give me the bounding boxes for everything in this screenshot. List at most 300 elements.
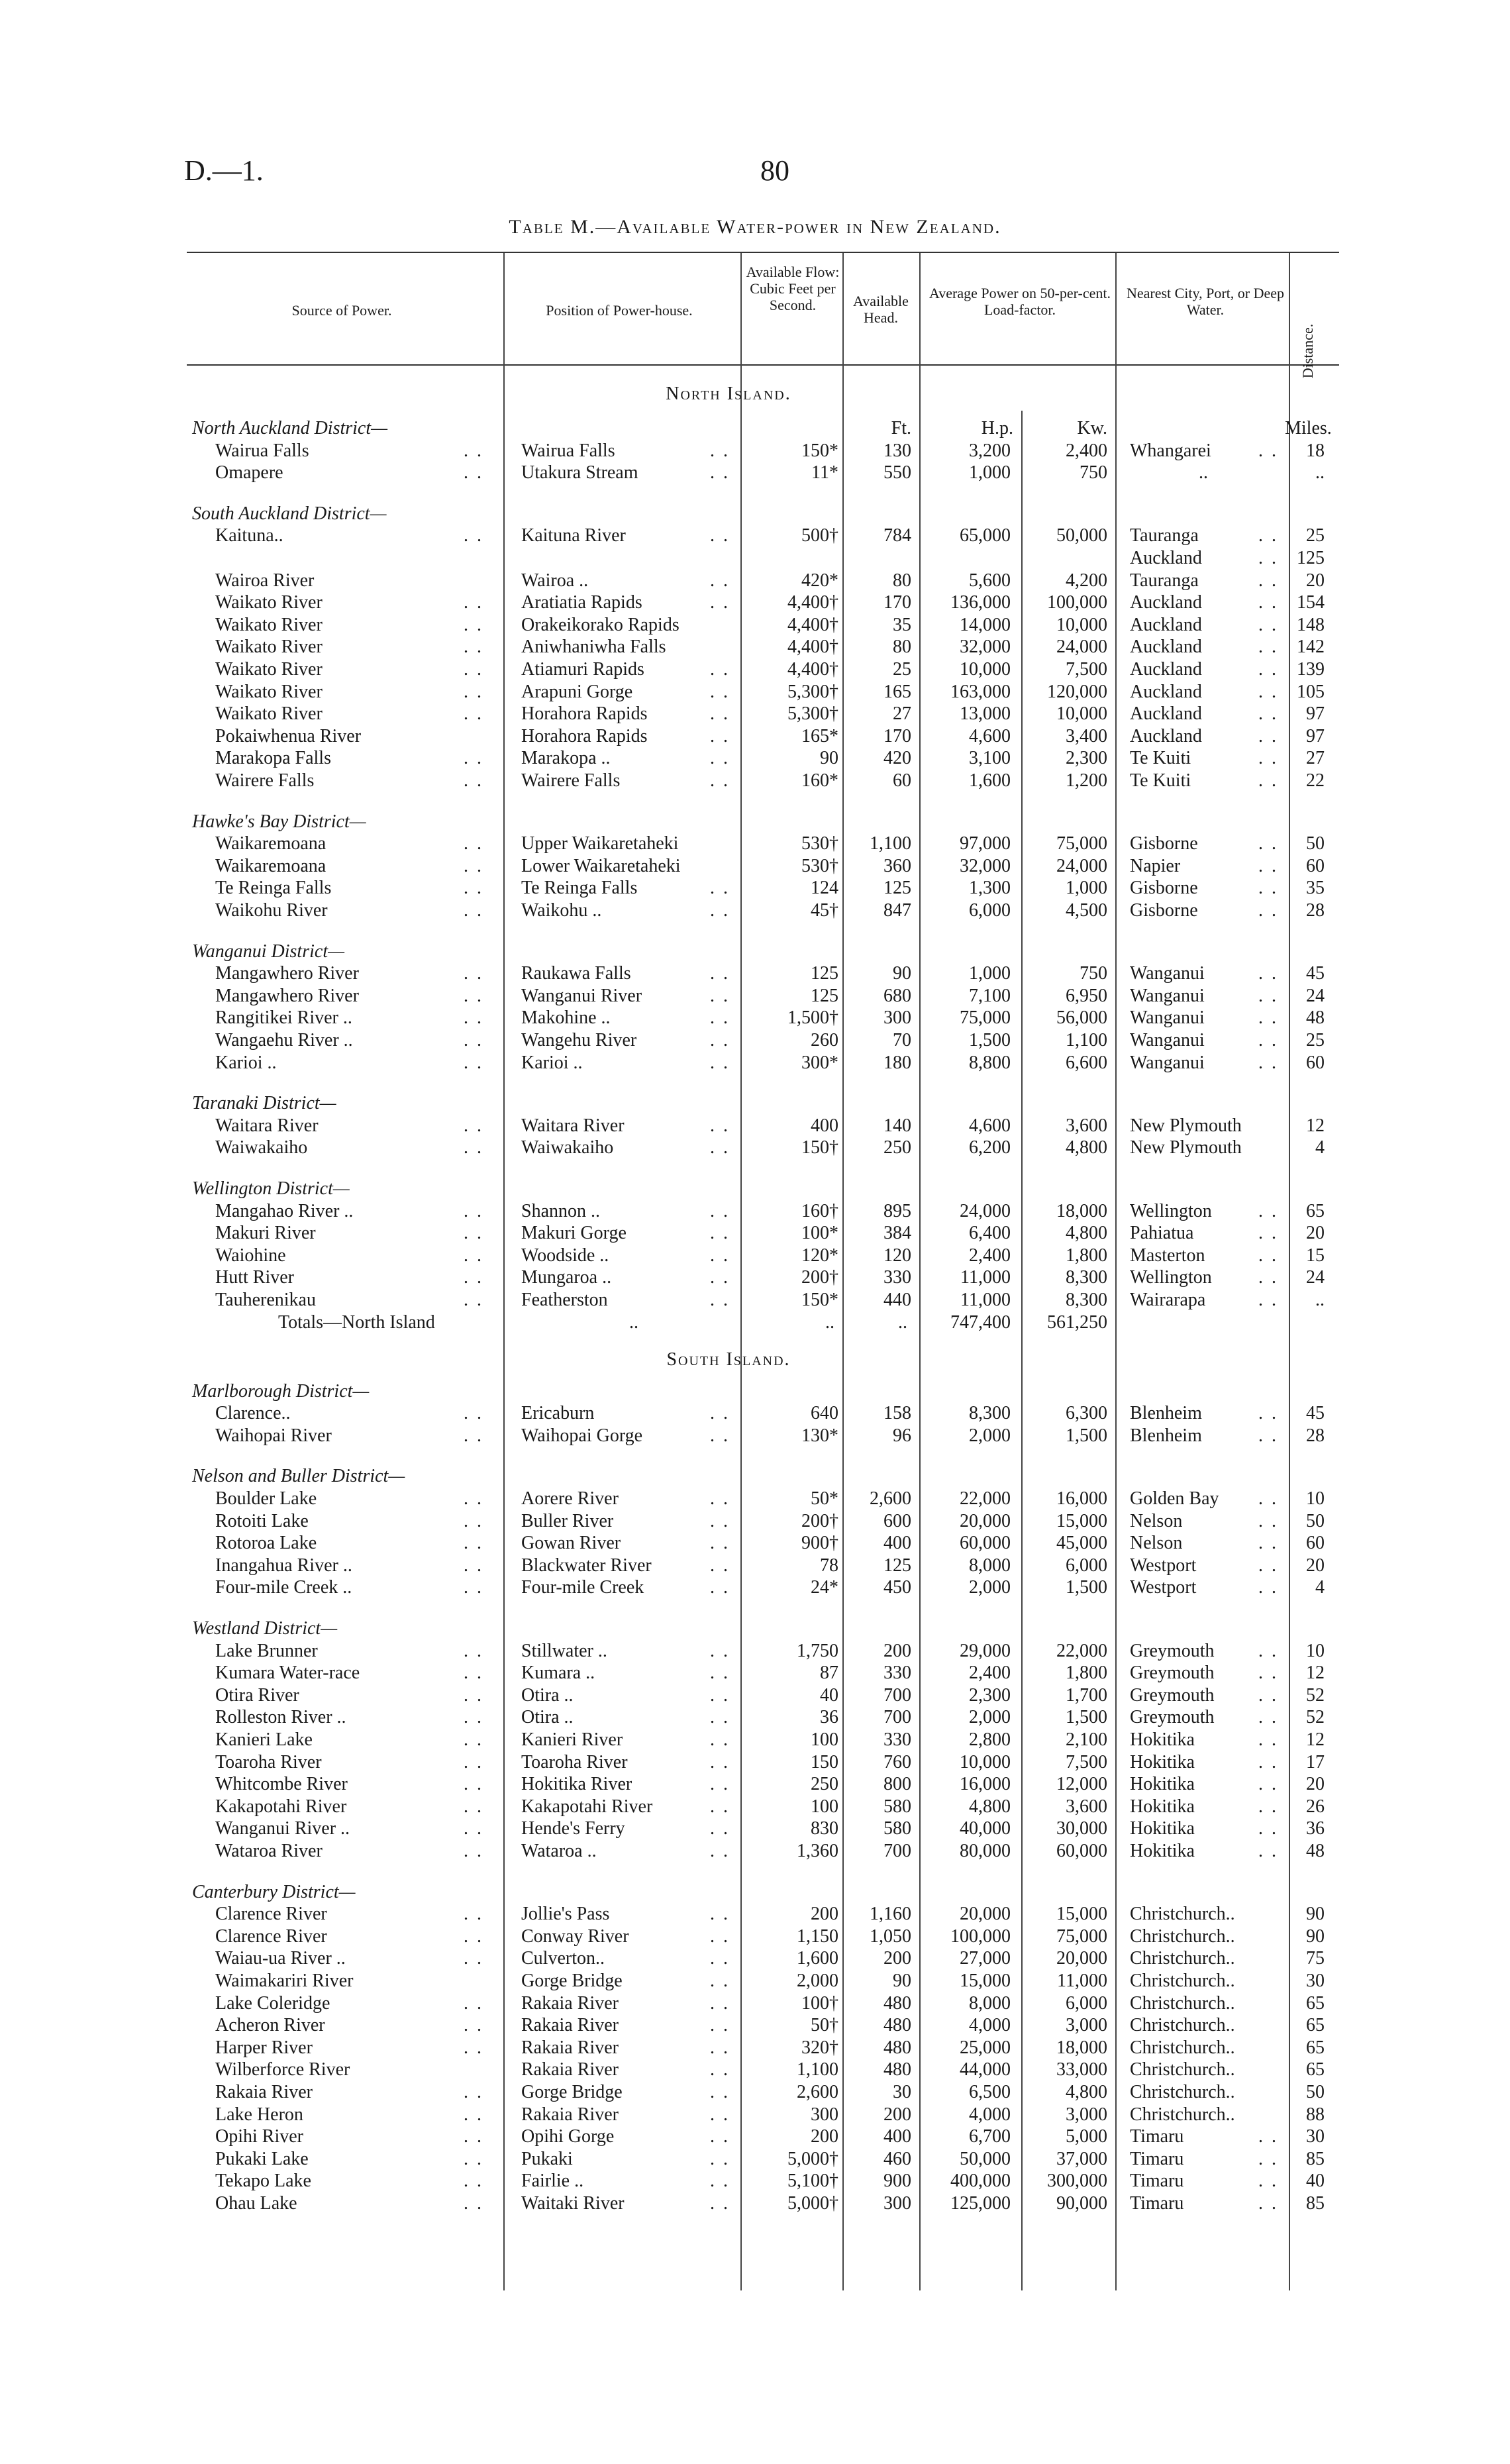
city-leader-dots: . .: [1258, 1510, 1278, 1531]
power-kw: 3,400: [1066, 725, 1107, 746]
powerhouse-position: Woodside ..: [521, 1245, 609, 1266]
distance-miles: 65: [1306, 2059, 1325, 2080]
source-leader-dots: . .: [464, 440, 483, 461]
source-name: Kaituna..: [215, 525, 283, 546]
power-hp: 8,000: [969, 1555, 1011, 1576]
power-hp: 1,300: [969, 878, 1011, 899]
source-leader-dots: . .: [464, 1007, 483, 1029]
power-hp: 136,000: [950, 592, 1011, 613]
source-name: Rangitikei River ..: [215, 1007, 352, 1029]
source-name: Lake Heron: [215, 2104, 303, 2125]
flow-value: 100*: [801, 1223, 838, 1244]
power-kw: 1,500: [1066, 1707, 1107, 1728]
city-leader-dots: . .: [1258, 1729, 1278, 1750]
power-kw: 3,000: [1066, 2104, 1107, 2125]
nearest-city: Christchurch..: [1130, 1948, 1235, 1969]
col-position: Position of Power-house.: [546, 302, 693, 319]
flow-value: 11*: [811, 462, 838, 484]
flow-value: 400: [811, 1115, 838, 1136]
power-kw: 16,000: [1056, 1488, 1107, 1509]
source-name: Waikohu River: [215, 900, 328, 921]
power-kw: 90,000: [1056, 2193, 1107, 2214]
source-name: Waihopai River: [215, 1425, 332, 1446]
source-leader-dots: . .: [464, 855, 483, 876]
nearest-city: Wanganui: [1130, 1030, 1205, 1051]
distance-miles: ..: [1315, 462, 1325, 484]
city-leader-dots: . .: [1258, 1555, 1278, 1576]
nearest-city: Wanganui: [1130, 1007, 1205, 1029]
position-leader-dots: . .: [710, 900, 730, 921]
position-leader-dots: . .: [710, 703, 730, 725]
city-leader-dots: . .: [1258, 1052, 1278, 1073]
head-value: 30: [893, 2082, 911, 2102]
nearest-city: Auckland: [1130, 614, 1202, 635]
power-hp: 25,000: [960, 2037, 1011, 2058]
power-kw: 2,100: [1066, 1729, 1107, 1750]
flow-value: 125: [811, 985, 838, 1006]
power-kw: 30,000: [1056, 1818, 1107, 1839]
position-leader-dots: . .: [710, 659, 730, 680]
source-name: Ohau Lake: [215, 2193, 297, 2214]
city-leader-dots: . .: [1258, 2193, 1278, 2214]
distance-miles: 48: [1306, 1007, 1325, 1029]
source-name: Otira River: [215, 1684, 299, 1706]
head-value: 600: [883, 1510, 911, 1531]
flow-value: 165*: [801, 725, 838, 746]
district-heading: Wellington District—: [192, 1178, 350, 1199]
source-leader-dots: . .: [464, 1841, 483, 1861]
power-kw: 18,000: [1056, 2037, 1107, 2058]
powerhouse-position: Waikohu ..: [521, 900, 602, 921]
distance-miles: 36: [1306, 1818, 1325, 1839]
powerhouse-position: Wairere Falls: [521, 770, 621, 791]
city-leader-dots: . .: [1258, 985, 1278, 1006]
district-heading: North Auckland District—: [192, 418, 388, 438]
nearest-city: Wellington: [1130, 1200, 1212, 1221]
distance-miles: 65: [1306, 2037, 1325, 2058]
flow-value: 1,500†: [787, 1007, 838, 1029]
nearest-city: Westport: [1130, 1577, 1197, 1598]
city-leader-dots: . .: [1258, 833, 1278, 854]
source-leader-dots: . .: [464, 1684, 483, 1706]
nearest-city: Christchurch..: [1130, 1971, 1235, 1991]
source-leader-dots: . .: [464, 1403, 483, 1424]
district-heading: Hawke's Bay District—: [192, 811, 366, 832]
position-leader-dots: . .: [710, 1510, 730, 1531]
city-leader-dots: . .: [1258, 1267, 1278, 1288]
distance-miles: 25: [1306, 1030, 1325, 1051]
city-leader-dots: . .: [1258, 1684, 1278, 1706]
head-value: 700: [883, 1707, 911, 1728]
flow-value: 87: [820, 1663, 838, 1684]
position-leader-dots: . .: [710, 1925, 730, 1947]
source-name: Mangahao River ..: [215, 1200, 354, 1221]
city-leader-dots: . .: [1258, 725, 1278, 746]
head-value: 330: [883, 1267, 911, 1288]
power-kw: 15,000: [1056, 1904, 1107, 1925]
head-value: 90: [893, 1971, 911, 1991]
powerhouse-position: Opihi Gorge: [521, 2126, 615, 2147]
powerhouse-position: Wairua Falls: [521, 440, 615, 461]
nearest-city: Hokitika: [1130, 1774, 1195, 1795]
flow-value: 1,750: [797, 1640, 838, 1661]
source-leader-dots: . .: [464, 637, 483, 658]
power-kw: 18,000: [1056, 1200, 1107, 1221]
source-name: Waiau-ua River ..: [215, 1948, 346, 1969]
distance-miles: 65: [1306, 2015, 1325, 2036]
powerhouse-position: Wataroa ..: [521, 1841, 597, 1861]
head-value: 480: [883, 2059, 911, 2080]
distance-miles: 50: [1306, 1510, 1325, 1531]
source-name: Te Reinga Falls: [215, 878, 332, 899]
head-value: 580: [883, 1818, 911, 1839]
position-leader-dots: . .: [710, 1904, 730, 1925]
source-leader-dots: . .: [464, 985, 483, 1006]
powerhouse-position: Lower Waikaretaheki: [521, 855, 681, 876]
power-hp: 65,000: [960, 525, 1011, 546]
source-name: Waitara River: [215, 1115, 319, 1136]
source-leader-dots: . .: [464, 1663, 483, 1684]
source-name: Clarence River: [215, 1925, 327, 1947]
nearest-city: Pahiatua: [1130, 1223, 1194, 1244]
source-leader-dots: . .: [464, 1533, 483, 1554]
distance-miles: 60: [1306, 1533, 1325, 1554]
nearest-city: Auckland: [1130, 637, 1202, 658]
source-leader-dots: . .: [464, 1577, 483, 1598]
flow-value: 50*: [811, 1488, 838, 1509]
nearest-city: Gisborne: [1130, 900, 1198, 921]
distance-miles: 12: [1306, 1663, 1325, 1684]
source-name: Waikato River: [215, 637, 323, 658]
source-leader-dots: . .: [464, 1137, 483, 1158]
head-value: 180: [883, 1052, 911, 1073]
position-leader-dots: . .: [710, 2082, 730, 2102]
position-leader-dots: . .: [710, 1115, 730, 1136]
nearest-city: Napier: [1130, 855, 1181, 876]
head-value: 800: [883, 1774, 911, 1795]
flow-value: 1,360: [797, 1841, 838, 1861]
powerhouse-position: Te Reinga Falls: [521, 878, 638, 899]
power-hp: 5,600: [969, 570, 1011, 591]
flow-value: 160*: [801, 770, 838, 791]
flow-value: 830: [811, 1818, 838, 1839]
position-leader-dots: . .: [710, 2037, 730, 2058]
distance-miles: 35: [1306, 878, 1325, 899]
source-leader-dots: . .: [464, 703, 483, 725]
position-leader-dots: . .: [710, 1290, 730, 1310]
power-hp: 125,000: [950, 2193, 1011, 2214]
island-heading: North Island.: [666, 384, 791, 404]
power-kw: 6,950: [1066, 985, 1107, 1006]
distance-miles: 52: [1306, 1707, 1325, 1728]
flow-value: 100: [811, 1729, 838, 1750]
head-value: 1,160: [870, 1904, 911, 1925]
power-hp: 16,000: [960, 1774, 1011, 1795]
head-value: 480: [883, 2015, 911, 2036]
flow-value: 50†: [811, 2015, 838, 2036]
flow-value: 200†: [801, 1267, 838, 1288]
powerhouse-position: Waihopai Gorge: [521, 1425, 643, 1446]
power-kw: 750: [1080, 462, 1107, 484]
head-value: 80: [893, 570, 911, 591]
power-kw: 56,000: [1056, 1007, 1107, 1029]
col-average-power: Average Power on 50-per-cent. Load-factor.: [929, 285, 1111, 318]
powerhouse-position: Atiamuri Rapids: [521, 659, 644, 680]
power-hp: 6,400: [969, 1223, 1011, 1244]
distance-miles: 85: [1306, 2193, 1325, 2214]
col-distance: Distance.: [1299, 323, 1316, 379]
distance-miles: 148: [1297, 614, 1325, 635]
source-leader-dots: . .: [464, 2171, 483, 2192]
powerhouse-position: Arapuni Gorge: [521, 681, 633, 702]
col-flow: Available Flow: Cubic Feet per Second.: [746, 264, 840, 313]
position-leader-dots: . .: [710, 1200, 730, 1221]
source-name: Lake Brunner: [215, 1640, 318, 1661]
totals-head-dots: ..: [898, 1311, 907, 1333]
power-kw: 10,000: [1056, 614, 1107, 635]
district-heading: Nelson and Buller District—: [192, 1466, 405, 1487]
power-hp: 29,000: [960, 1640, 1011, 1661]
source-name: Wataroa River: [215, 1841, 323, 1861]
city-leader-dots: . .: [1258, 1290, 1278, 1310]
city-leader-dots: . .: [1258, 900, 1278, 921]
source-leader-dots: . .: [464, 2104, 483, 2125]
totals-flow-dots: ..: [825, 1311, 834, 1333]
source-leader-dots: . .: [464, 900, 483, 921]
source-name: Lake Coleridge: [215, 1992, 330, 2014]
source-leader-dots: . .: [464, 1115, 483, 1136]
power-hp: 2,000: [969, 1577, 1011, 1598]
power-hp: 2,000: [969, 1707, 1011, 1728]
distance-miles: 10: [1306, 1640, 1325, 1661]
powerhouse-position: Otira ..: [521, 1707, 574, 1728]
flow-value: 130*: [801, 1425, 838, 1446]
source-leader-dots: . .: [464, 1796, 483, 1817]
power-hp: 1,500: [969, 1030, 1011, 1051]
power-hp: 44,000: [960, 2059, 1011, 2080]
position-leader-dots: . .: [710, 1774, 730, 1795]
position-leader-dots: . .: [710, 1640, 730, 1661]
powerhouse-position: Waiwakaiho: [521, 1137, 614, 1158]
powerhouse-position: Kakapotahi River: [521, 1796, 653, 1817]
position-leader-dots: . .: [710, 2104, 730, 2125]
source-name: Marakopa Falls: [215, 748, 331, 769]
power-kw: 100,000: [1047, 592, 1107, 613]
source-name: Kumara Water-race: [215, 1663, 360, 1684]
flow-value: 530†: [801, 833, 838, 854]
powerhouse-position: Aratiatia Rapids: [521, 592, 642, 613]
power-kw: 1,100: [1066, 1030, 1107, 1051]
power-hp: 14,000: [960, 614, 1011, 635]
nearest-city: Greymouth: [1130, 1707, 1215, 1728]
source-leader-dots: . .: [464, 2037, 483, 2058]
distance-miles: 88: [1306, 2104, 1325, 2125]
source-leader-dots: . .: [464, 770, 483, 791]
nearest-city: Greymouth: [1130, 1640, 1215, 1661]
position-leader-dots: . .: [710, 770, 730, 791]
flow-value: 200: [811, 1904, 838, 1925]
source-leader-dots: . .: [464, 2126, 483, 2147]
power-hp: 6,000: [969, 900, 1011, 921]
position-leader-dots: . .: [710, 1030, 730, 1051]
powerhouse-position: Rakaia River: [521, 1992, 619, 2014]
flow-value: 4,400†: [787, 659, 838, 680]
source-name: Waikaremoana: [215, 855, 327, 876]
source-name: Clarence..: [215, 1403, 291, 1424]
head-value: 440: [883, 1290, 911, 1310]
nearest-city: Christchurch..: [1130, 2037, 1235, 2058]
nearest-city: Masterton: [1130, 1245, 1205, 1266]
flow-value: 420*: [801, 570, 838, 591]
source-name: Mangawhero River: [215, 963, 359, 984]
distance-miles: 75: [1306, 1948, 1325, 1969]
totals-kw: 561,250: [1047, 1311, 1107, 1333]
head-value: 384: [883, 1223, 911, 1244]
nearest-city: Christchurch..: [1130, 1925, 1235, 1947]
power-hp: 10,000: [960, 659, 1011, 680]
distance-miles: 60: [1306, 855, 1325, 876]
source-leader-dots: . .: [464, 1510, 483, 1531]
totals-position-dots: ..: [629, 1311, 638, 1333]
city-leader-dots: . .: [1258, 1007, 1278, 1029]
position-leader-dots: . .: [710, 1223, 730, 1244]
source-name: Hutt River: [215, 1267, 294, 1288]
district-heading: Marlborough District—: [192, 1380, 370, 1402]
power-hp: 97,000: [960, 833, 1011, 854]
head-value: 165: [883, 681, 911, 702]
source-name: Clarence River: [215, 1904, 327, 1925]
flow-value: 1,150: [797, 1925, 838, 1947]
powerhouse-position: Gorge Bridge: [521, 2082, 623, 2102]
city-leader-dots: . .: [1258, 570, 1278, 591]
nearest-city: Hokitika: [1130, 1751, 1195, 1772]
power-kw: 300,000: [1047, 2171, 1107, 2192]
head-value: 895: [883, 1200, 911, 1221]
power-kw: 24,000: [1056, 637, 1107, 658]
nearest-city: Timaru: [1130, 2171, 1184, 2192]
head-value: 130: [883, 440, 911, 461]
distance-miles: 50: [1306, 833, 1325, 854]
source-leader-dots: . .: [464, 592, 483, 613]
city-leader-dots: . .: [1258, 770, 1278, 791]
position-leader-dots: . .: [710, 1992, 730, 2014]
position-leader-dots: . .: [710, 1971, 730, 1991]
power-kw: 4,800: [1066, 2082, 1107, 2102]
source-name: Waikato River: [215, 703, 323, 725]
position-leader-dots: . .: [710, 1751, 730, 1772]
power-kw: 4,500: [1066, 900, 1107, 921]
flow-value: 2,000: [797, 1971, 838, 1991]
city-leader-dots: . .: [1258, 1223, 1278, 1244]
position-leader-dots: . .: [710, 1488, 730, 1509]
power-kw: 1,800: [1066, 1245, 1107, 1266]
source-name: Tauherenikau: [215, 1290, 316, 1310]
source-leader-dots: . .: [464, 1245, 483, 1266]
source-name: Rotoiti Lake: [215, 1510, 309, 1531]
document-reference: D.—1.: [184, 154, 264, 187]
power-hp: 8,800: [969, 1052, 1011, 1073]
distance-miles: 22: [1306, 770, 1325, 791]
city-leader-dots: . .: [1258, 1751, 1278, 1772]
flow-value: 150*: [801, 1290, 838, 1310]
nearest-city: Hokitika: [1130, 1729, 1195, 1750]
head-value: 200: [883, 1640, 911, 1661]
nearest-city: Wanganui: [1130, 963, 1205, 984]
nearest-city: Auckland: [1130, 659, 1202, 680]
source-name: Kakapotahi River: [215, 1796, 347, 1817]
power-kw: 6,300: [1066, 1403, 1107, 1424]
city-leader-dots: . .: [1258, 592, 1278, 613]
powerhouse-position: Karioi ..: [521, 1052, 583, 1073]
nearest-city: Hokitika: [1130, 1796, 1195, 1817]
distance-miles: 24: [1306, 1267, 1325, 1288]
unit-head: Ft.: [891, 418, 911, 438]
power-hp: 22,000: [960, 1488, 1011, 1509]
power-kw: 37,000: [1056, 2148, 1107, 2169]
nearest-city: Blenheim: [1130, 1425, 1202, 1446]
flow-value: 125: [811, 963, 838, 984]
city-leader-dots: . .: [1258, 703, 1278, 725]
power-hp: 6,200: [969, 1137, 1011, 1158]
nearest-city: Christchurch..: [1130, 2104, 1235, 2125]
nearest-city: New Plymouth: [1130, 1137, 1242, 1158]
power-kw: 6,000: [1066, 1555, 1107, 1576]
position-leader-dots: . .: [710, 2015, 730, 2036]
power-hp: 1,600: [969, 770, 1011, 791]
position-leader-dots: . .: [710, 1533, 730, 1554]
distance-miles: 4: [1315, 1577, 1325, 1598]
power-hp: 6,700: [969, 2126, 1011, 2147]
powerhouse-position: Raukawa Falls: [521, 963, 631, 984]
city-leader-dots: . .: [1258, 1425, 1278, 1446]
nearest-city: Nelson: [1130, 1510, 1183, 1531]
source-leader-dots: . .: [464, 833, 483, 854]
head-value: 700: [883, 1841, 911, 1861]
city-leader-dots: . .: [1258, 1577, 1278, 1598]
source-name: Waiwakaiho: [215, 1137, 308, 1158]
source-leader-dots: . .: [464, 1925, 483, 1947]
position-leader-dots: . .: [710, 2059, 730, 2080]
head-value: 420: [883, 748, 911, 769]
powerhouse-position: Kanieri River: [521, 1729, 623, 1750]
powerhouse-position: Wairoa ..: [521, 570, 589, 591]
head-value: 250: [883, 1137, 911, 1158]
head-value: 300: [883, 1007, 911, 1029]
head-value: 784: [883, 525, 911, 546]
flow-value: 150: [811, 1751, 838, 1772]
source-leader-dots: . .: [464, 681, 483, 702]
position-leader-dots: . .: [710, 1137, 730, 1158]
distance-miles: 105: [1297, 681, 1325, 702]
nearest-city: Hokitika: [1130, 1818, 1195, 1839]
position-leader-dots: . .: [710, 1663, 730, 1684]
source-name: Wairua Falls: [215, 440, 309, 461]
flow-value: 4,400†: [787, 592, 838, 613]
source-leader-dots: . .: [464, 1751, 483, 1772]
nearest-city: Hokitika: [1130, 1841, 1195, 1861]
power-hp: 2,400: [969, 1245, 1011, 1266]
power-hp: 1,000: [969, 963, 1011, 984]
power-hp: 4,000: [969, 2015, 1011, 2036]
nearest-city: Golden Bay: [1130, 1488, 1219, 1509]
city-leader-dots: . .: [1258, 1533, 1278, 1554]
nearest-city: Tauranga: [1130, 525, 1199, 546]
power-hp: 50,000: [960, 2148, 1011, 2169]
flow-value: 200†: [801, 1510, 838, 1531]
col-nearest-city: Nearest City, Port, or Deep Water.: [1126, 285, 1285, 318]
position-leader-dots: . .: [710, 592, 730, 613]
city-leader-dots: . .: [1258, 1030, 1278, 1051]
